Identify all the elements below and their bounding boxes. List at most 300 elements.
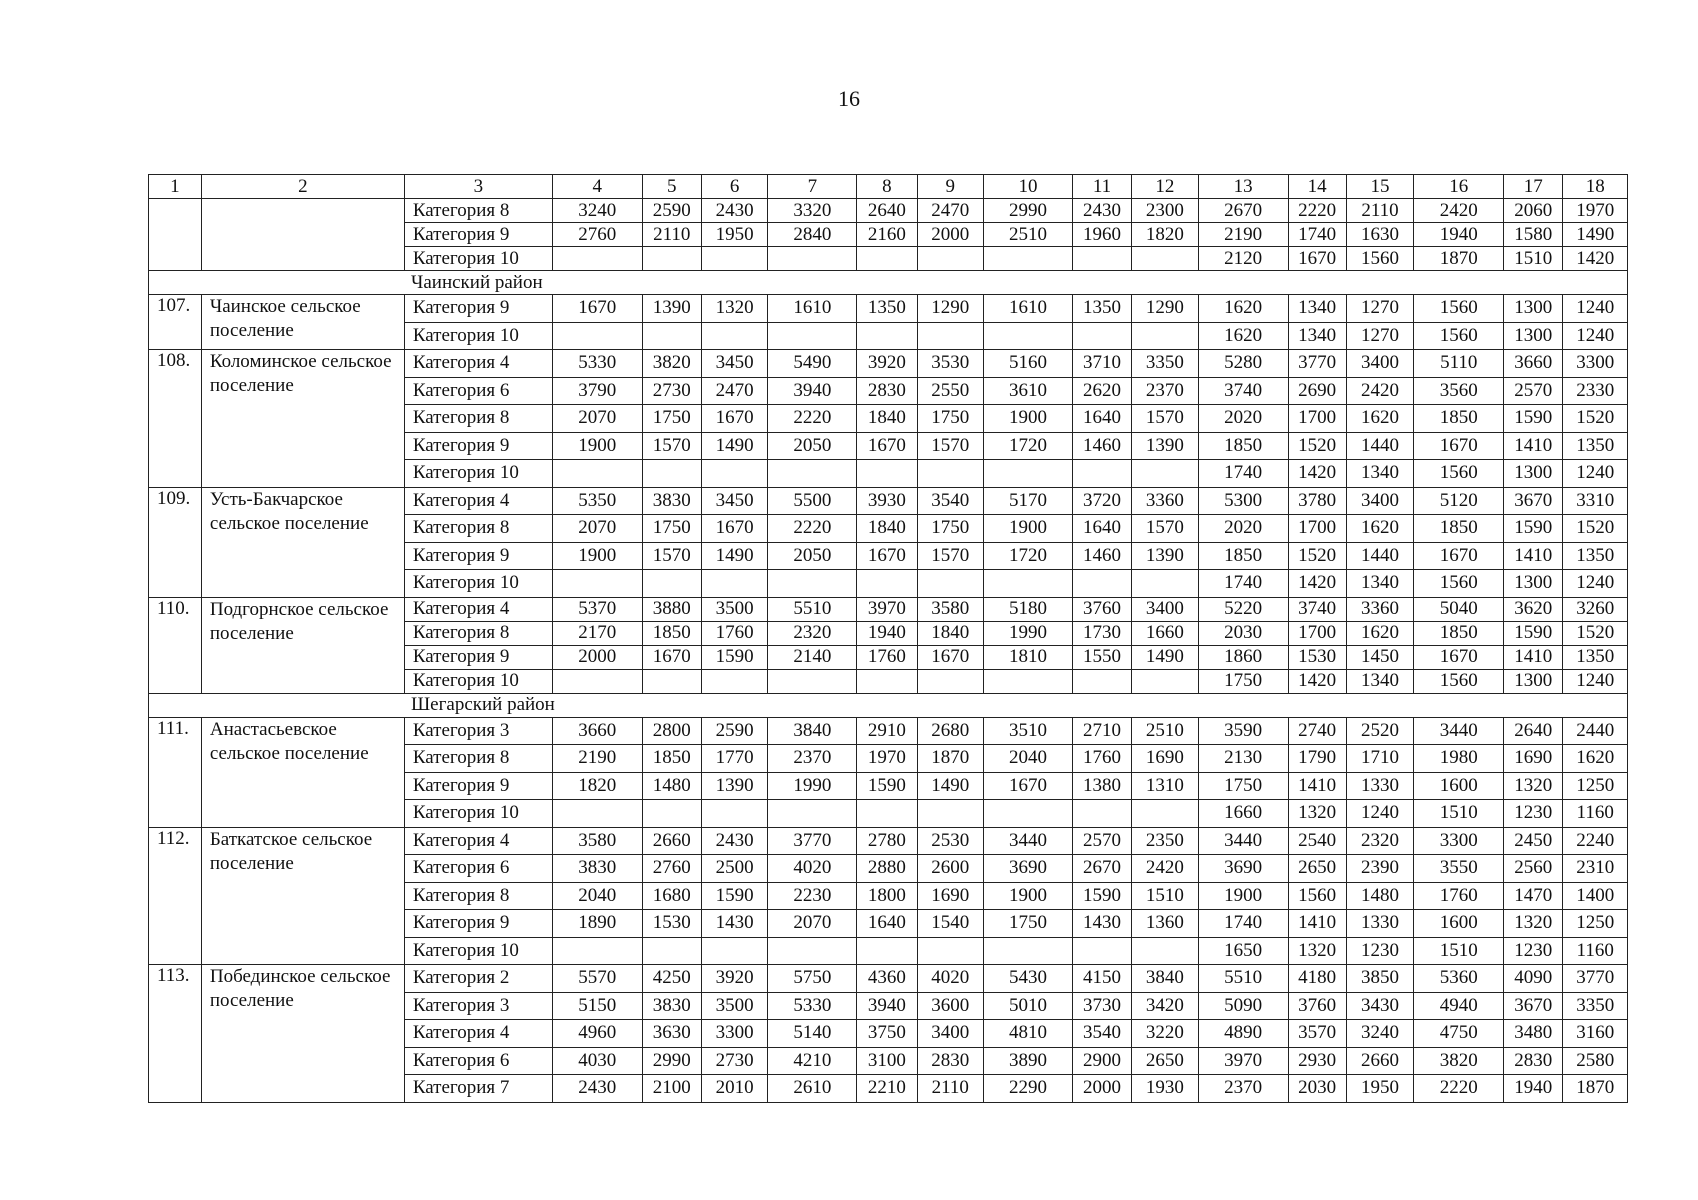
table-cell: 4210 [768, 1047, 857, 1075]
column-header: 13 [1198, 175, 1288, 199]
table-cell: 2320 [1346, 827, 1414, 855]
table-cell: 1620 [1198, 322, 1288, 350]
table-cell: 1670 [1414, 645, 1504, 669]
table-cell [917, 570, 984, 598]
table-cell: 3160 [1563, 1020, 1628, 1048]
table-cell [984, 669, 1073, 693]
table-cell: 1650 [1198, 937, 1288, 965]
table-cell: 1900 [984, 405, 1073, 433]
table-cell: 2680 [917, 717, 984, 745]
table-cell: 1850 [642, 745, 701, 773]
table-cell: 3670 [1504, 992, 1563, 1020]
table-cell: 1230 [1504, 800, 1563, 828]
table-cell: 3730 [1072, 992, 1131, 1020]
table-cell [857, 460, 917, 488]
table-cell [552, 247, 642, 271]
table-cell: 3890 [984, 1047, 1073, 1075]
table-cell: 1670 [1288, 247, 1346, 271]
table-cell: 2510 [1132, 717, 1199, 745]
table-cell: 1740 [1198, 910, 1288, 938]
table-cell: 1490 [917, 772, 984, 800]
table-cell [857, 247, 917, 271]
table-cell: 3770 [768, 827, 857, 855]
category-label: Категория 10 [404, 800, 552, 828]
table-cell: 1320 [1504, 772, 1563, 800]
table-cell: 2220 [1414, 1075, 1504, 1103]
table-cell: 3690 [984, 855, 1073, 883]
category-label: Категория 2 [404, 965, 552, 993]
table-cell: 1630 [1346, 223, 1414, 247]
table-cell: 1240 [1346, 800, 1414, 828]
table-cell: 3570 [1288, 1020, 1346, 1048]
table-cell: 1850 [1198, 542, 1288, 570]
table-cell: 5330 [552, 350, 642, 378]
table-cell: 1870 [917, 745, 984, 773]
category-label: Категория 4 [404, 597, 552, 621]
table-cell: 2000 [1072, 1075, 1131, 1103]
table-cell: 1760 [857, 645, 917, 669]
table-cell: 2010 [701, 1075, 768, 1103]
table-cell: 1590 [1504, 405, 1563, 433]
table-cell: 2420 [1346, 377, 1414, 405]
table-cell: 1560 [1288, 882, 1346, 910]
table-cell: 3240 [1346, 1020, 1414, 1048]
table-cell: 5140 [768, 1020, 857, 1048]
table-cell: 3690 [1198, 855, 1288, 883]
table-cell: 2760 [642, 855, 701, 883]
settlement-number: 111. [149, 717, 202, 827]
table-cell: 5750 [768, 965, 857, 993]
table-cell: 1230 [1504, 937, 1563, 965]
table-cell [642, 937, 701, 965]
category-label: Категория 10 [404, 460, 552, 488]
table-cell: 3750 [857, 1020, 917, 1048]
table-cell: 1570 [1132, 405, 1199, 433]
table-cell: 2020 [1198, 515, 1288, 543]
district-label: Чаинский район [149, 271, 1628, 295]
table-cell: 1610 [768, 295, 857, 323]
table-cell: 5220 [1198, 597, 1288, 621]
table-cell [701, 669, 768, 693]
table-cell: 1300 [1504, 570, 1563, 598]
table-cell: 1310 [1132, 772, 1199, 800]
category-label: Категория 6 [404, 855, 552, 883]
table-cell: 1670 [552, 295, 642, 323]
table-cell: 1870 [1414, 247, 1504, 271]
table-cell: 1740 [1198, 460, 1288, 488]
table-cell: 1320 [1288, 800, 1346, 828]
table-cell [642, 322, 701, 350]
table-cell [984, 460, 1073, 488]
settlement-name: Чаинское сельское поселение [201, 295, 404, 350]
table-cell: 1860 [1198, 645, 1288, 669]
district-label: Шегарский район [149, 693, 1628, 717]
table-cell: 3510 [984, 717, 1073, 745]
table-cell [642, 460, 701, 488]
table-cell: 1300 [1504, 322, 1563, 350]
category-label: Категория 9 [404, 432, 552, 460]
table-cell: 2830 [917, 1047, 984, 1075]
table-cell: 2020 [1198, 405, 1288, 433]
table-cell: 1340 [1346, 570, 1414, 598]
table-cell: 3350 [1132, 350, 1199, 378]
table-cell: 2210 [857, 1075, 917, 1103]
table-cell: 1390 [701, 772, 768, 800]
table-cell: 1290 [917, 295, 984, 323]
category-label: Категория 9 [404, 223, 552, 247]
table-cell [701, 460, 768, 488]
table-cell: 3360 [1132, 487, 1199, 515]
table-cell: 5330 [768, 992, 857, 1020]
table-cell: 4360 [857, 965, 917, 993]
table-cell: 2190 [552, 745, 642, 773]
table-cell: 1850 [1414, 405, 1504, 433]
table-cell: 1850 [1414, 515, 1504, 543]
table-cell: 2000 [917, 223, 984, 247]
table-cell: 3830 [642, 992, 701, 1020]
table-cell [1132, 460, 1199, 488]
table-cell: 3790 [552, 377, 642, 405]
table-cell: 1900 [1198, 882, 1288, 910]
table-cell: 1900 [552, 542, 642, 570]
table-cell: 1410 [1504, 432, 1563, 460]
table-cell: 3440 [1414, 717, 1504, 745]
settlement-number: 107. [149, 295, 202, 350]
table-cell [1072, 669, 1131, 693]
table-cell: 2430 [552, 1075, 642, 1103]
table-cell: 2220 [768, 405, 857, 433]
table-cell: 3920 [701, 965, 768, 993]
table-cell: 2470 [701, 377, 768, 405]
table-cell: 1490 [1563, 223, 1628, 247]
tariff-table [148, 174, 1628, 1103]
table-cell: 2100 [642, 1075, 701, 1103]
table-cell: 2650 [1132, 1047, 1199, 1075]
table-cell: 2660 [1346, 1047, 1414, 1075]
table-cell: 1380 [1072, 772, 1131, 800]
table-cell: 1690 [917, 882, 984, 910]
table-cell [701, 247, 768, 271]
table-cell: 1940 [1504, 1075, 1563, 1103]
table-cell: 1440 [1346, 542, 1414, 570]
table-cell: 3820 [1414, 1047, 1504, 1075]
table-cell: 1950 [701, 223, 768, 247]
table-cell [1132, 669, 1199, 693]
table-cell: 5180 [984, 597, 1073, 621]
table-cell: 1950 [1346, 1075, 1414, 1103]
table-cell: 2070 [768, 910, 857, 938]
table-cell: 1900 [552, 432, 642, 460]
table-cell: 2650 [1288, 855, 1346, 883]
table-cell: 2070 [552, 405, 642, 433]
category-label: Категория 3 [404, 992, 552, 1020]
table-cell: 1590 [1072, 882, 1131, 910]
table-cell: 4030 [552, 1047, 642, 1075]
table-cell: 5110 [1414, 350, 1504, 378]
table-cell: 2640 [1504, 717, 1563, 745]
table-cell: 1670 [701, 405, 768, 433]
table-cell: 1730 [1072, 621, 1131, 645]
table-cell: 2030 [1198, 621, 1288, 645]
table-cell: 1710 [1346, 745, 1414, 773]
table-cell: 5280 [1198, 350, 1288, 378]
table-cell: 3840 [768, 717, 857, 745]
table-cell [984, 322, 1073, 350]
table-cell [857, 322, 917, 350]
table-cell: 1820 [1132, 223, 1199, 247]
table-cell [552, 669, 642, 693]
table-cell: 3760 [1288, 992, 1346, 1020]
table-cell [552, 460, 642, 488]
table-cell: 2430 [701, 827, 768, 855]
table-cell: 1410 [1288, 910, 1346, 938]
category-label: Категория 10 [404, 322, 552, 350]
table-cell: 1740 [1288, 223, 1346, 247]
table-cell: 1690 [1132, 745, 1199, 773]
category-label: Категория 9 [404, 295, 552, 323]
table-cell: 3740 [1198, 377, 1288, 405]
table-cell: 2540 [1288, 827, 1346, 855]
table-cell: 5300 [1198, 487, 1288, 515]
table-cell: 5170 [984, 487, 1073, 515]
table-cell: 2120 [1198, 247, 1288, 271]
table-cell: 1720 [984, 432, 1073, 460]
table-cell: 1940 [857, 621, 917, 645]
table-cell: 1550 [1072, 645, 1131, 669]
table-cell: 1250 [1563, 910, 1628, 938]
table-cell: 1560 [1414, 570, 1504, 598]
table-cell: 3220 [1132, 1020, 1199, 1048]
category-label: Категория 10 [404, 669, 552, 693]
table-cell: 1420 [1288, 669, 1346, 693]
table-cell: 1700 [1288, 515, 1346, 543]
table-cell [701, 322, 768, 350]
table-cell: 3940 [857, 992, 917, 1020]
table-cell: 1420 [1288, 570, 1346, 598]
table-cell: 1870 [1563, 1075, 1628, 1103]
table-cell: 1820 [552, 772, 642, 800]
table-cell: 2830 [1504, 1047, 1563, 1075]
table-cell: 2170 [552, 621, 642, 645]
table-cell: 3300 [701, 1020, 768, 1048]
table-cell: 2040 [984, 745, 1073, 773]
district-row [149, 693, 1628, 717]
table-cell: 1350 [1563, 432, 1628, 460]
table-cell [768, 247, 857, 271]
category-label: Категория 9 [404, 910, 552, 938]
table-cell: 2730 [701, 1047, 768, 1075]
table-cell: 4750 [1414, 1020, 1504, 1048]
settlement-number [149, 199, 202, 271]
table-cell: 1620 [1346, 405, 1414, 433]
table-cell: 1560 [1414, 460, 1504, 488]
table-cell: 1330 [1346, 910, 1414, 938]
table-cell [701, 937, 768, 965]
table-cell [1072, 937, 1131, 965]
table-cell: 2910 [857, 717, 917, 745]
table-cell [1072, 247, 1131, 271]
table-cell: 2510 [984, 223, 1073, 247]
settlement-name: Анастасьевское сельское поселение [201, 717, 404, 827]
table-cell: 1850 [642, 621, 701, 645]
table-cell: 3530 [917, 350, 984, 378]
table-cell: 1670 [1414, 432, 1504, 460]
table-cell: 4020 [768, 855, 857, 883]
table-cell: 1340 [1346, 669, 1414, 693]
table-cell: 2830 [857, 377, 917, 405]
table-cell: 1490 [701, 542, 768, 570]
table-cell: 2670 [1072, 855, 1131, 883]
column-header: 15 [1346, 175, 1414, 199]
table-cell: 2710 [1072, 717, 1131, 745]
table-cell [1132, 247, 1199, 271]
category-label: Категория 10 [404, 247, 552, 271]
table-cell: 3400 [1346, 350, 1414, 378]
table-cell: 1410 [1504, 542, 1563, 570]
table-cell: 1700 [1288, 405, 1346, 433]
table-cell: 1760 [1072, 745, 1131, 773]
table-cell: 1490 [1132, 645, 1199, 669]
table-cell: 2220 [1288, 199, 1346, 223]
table-cell: 3710 [1072, 350, 1131, 378]
table-cell: 1750 [642, 405, 701, 433]
table-cell: 1430 [701, 910, 768, 938]
column-header: 16 [1414, 175, 1504, 199]
table-cell: 3400 [1132, 597, 1199, 621]
table-cell: 1390 [642, 295, 701, 323]
table-cell: 1750 [1198, 772, 1288, 800]
table-cell: 1450 [1346, 645, 1414, 669]
table-cell: 2450 [1504, 827, 1563, 855]
table-cell: 3840 [1132, 965, 1199, 993]
table-cell: 1620 [1346, 621, 1414, 645]
table-cell: 1990 [768, 772, 857, 800]
column-header: 7 [768, 175, 857, 199]
table-cell: 2520 [1346, 717, 1414, 745]
table-cell: 2240 [1563, 827, 1628, 855]
table-cell: 1790 [1288, 745, 1346, 773]
category-label: Категория 6 [404, 1047, 552, 1075]
table-cell: 1640 [857, 910, 917, 938]
table-cell: 1670 [984, 772, 1073, 800]
table-cell: 2780 [857, 827, 917, 855]
table-cell: 1390 [1132, 542, 1199, 570]
category-label: Категория 8 [404, 405, 552, 433]
table-cell: 1930 [1132, 1075, 1199, 1103]
category-label: Категория 7 [404, 1075, 552, 1103]
table-cell: 1410 [1288, 772, 1346, 800]
table-cell: 1510 [1414, 937, 1504, 965]
table-cell: 1760 [1414, 882, 1504, 910]
category-label: Категория 3 [404, 717, 552, 745]
table-row [149, 965, 1628, 993]
table-cell [917, 800, 984, 828]
table-cell [1072, 800, 1131, 828]
district-row [149, 271, 1628, 295]
table-cell: 1610 [984, 295, 1073, 323]
table-cell: 2740 [1288, 717, 1346, 745]
table-cell: 2600 [917, 855, 984, 883]
table-cell [642, 570, 701, 598]
table-cell: 1330 [1346, 772, 1414, 800]
table-cell: 5500 [768, 487, 857, 515]
table-cell [917, 322, 984, 350]
table-cell: 1670 [857, 432, 917, 460]
table-cell: 2840 [768, 223, 857, 247]
table-cell: 3260 [1563, 597, 1628, 621]
table-cell [984, 570, 1073, 598]
table-cell: 1600 [1414, 910, 1504, 938]
table-cell: 1620 [1346, 515, 1414, 543]
table-cell: 1940 [1414, 223, 1504, 247]
table-cell: 2350 [1132, 827, 1199, 855]
category-label: Категория 8 [404, 745, 552, 773]
table-cell [984, 800, 1073, 828]
table-cell: 1320 [701, 295, 768, 323]
table-cell: 1670 [1414, 542, 1504, 570]
table-cell: 5040 [1414, 597, 1504, 621]
table-cell: 1570 [642, 542, 701, 570]
column-header: 18 [1563, 175, 1628, 199]
table-cell: 2190 [1198, 223, 1288, 247]
category-label: Категория 9 [404, 645, 552, 669]
table-cell: 1990 [984, 621, 1073, 645]
table-cell: 2040 [552, 882, 642, 910]
table-cell: 1590 [701, 645, 768, 669]
table-cell: 2690 [1288, 377, 1346, 405]
category-label: Категория 4 [404, 487, 552, 515]
table-cell [552, 322, 642, 350]
table-cell: 3500 [701, 992, 768, 1020]
table-cell: 3830 [642, 487, 701, 515]
table-cell [857, 937, 917, 965]
table-cell: 1300 [1504, 460, 1563, 488]
table-cell: 1520 [1288, 542, 1346, 570]
table-cell [552, 937, 642, 965]
table-cell: 1390 [1132, 432, 1199, 460]
table-cell: 2760 [552, 223, 642, 247]
settlement-name: Усть-Бакчарское сельское поселение [201, 487, 404, 597]
table-cell: 4180 [1288, 965, 1346, 993]
category-label: Категория 10 [404, 937, 552, 965]
table-cell: 3560 [1414, 377, 1504, 405]
column-header: 1 [149, 175, 202, 199]
table-body [149, 175, 1628, 1103]
table-cell [701, 800, 768, 828]
table-cell: 3970 [857, 597, 917, 621]
table-cell [768, 937, 857, 965]
table-cell: 1900 [984, 882, 1073, 910]
settlement-number: 112. [149, 827, 202, 965]
table-cell: 2140 [768, 645, 857, 669]
table-cell: 5510 [1198, 965, 1288, 993]
table-cell [642, 669, 701, 693]
table-cell: 2290 [984, 1075, 1073, 1103]
table-row [149, 717, 1628, 745]
column-header: 2 [201, 175, 404, 199]
table-cell: 3300 [1563, 350, 1628, 378]
table-cell: 2580 [1563, 1047, 1628, 1075]
table-cell [917, 247, 984, 271]
category-label: Категория 8 [404, 199, 552, 223]
table-cell: 2430 [701, 199, 768, 223]
table-cell: 2310 [1563, 855, 1628, 883]
table-cell: 1240 [1563, 570, 1628, 598]
table-cell: 1240 [1563, 322, 1628, 350]
table-cell: 2590 [642, 199, 701, 223]
settlement-name: Коломинское сельское поселение [201, 350, 404, 488]
table-cell [1072, 322, 1131, 350]
